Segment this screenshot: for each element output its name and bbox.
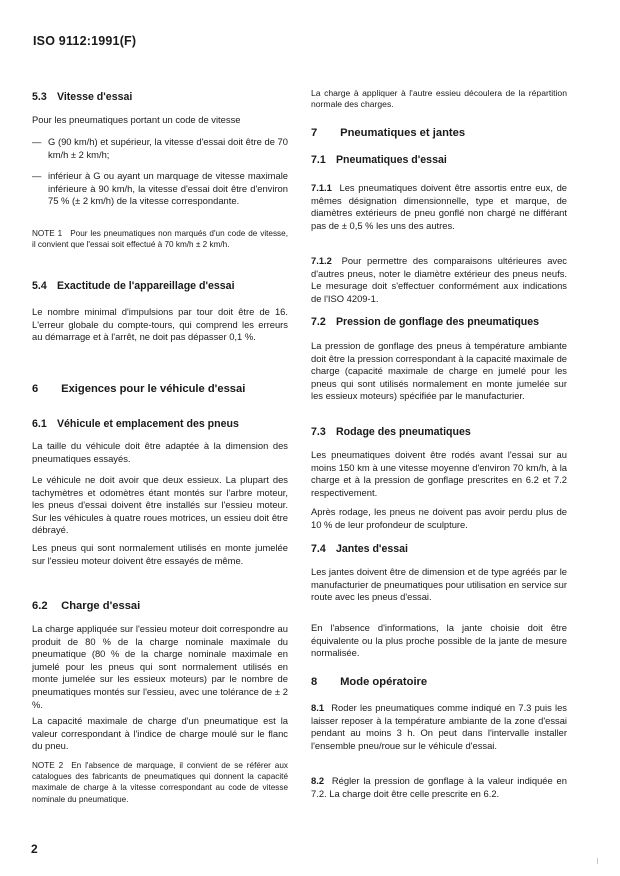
heading-6-1-title: Véhicule et emplacement des pneus bbox=[56, 418, 239, 430]
heading-6-2 bbox=[32, 599, 288, 613]
heading-5-3-title: Vitesse d'essai bbox=[56, 91, 133, 103]
heading-7-1-title: Pneumatiques d'essai bbox=[335, 154, 447, 166]
note-1-text: Pour les pneumatiques non marqués d'un code de vitesse, il convient que l'essai soit effectué à 70 km/h ± 2 km/h. bbox=[32, 229, 288, 250]
heading-7-4-title: Jantes d'essai bbox=[335, 543, 408, 555]
s6-1-p3: Les pneus qui sont normalement utilisés en monte jumelée sur l'essieu moteur doivent être essayés de même. bbox=[32, 542, 288, 566]
s7-3-p2: Après rodage, les pneus ne doivent pas avoir perdu plus de 10 % de leur profondeur de sculpture. bbox=[311, 506, 567, 530]
p-7-1-1-text: Les pneumatiques doivent être assortis entre eux, de mêmes désignation dimensionnelle, type et marque, de diamètres extérieurs de pneu gonflé non chargé ne différant pas de ± 0,5 % les uns des autres. bbox=[311, 182, 567, 231]
heading-8 bbox=[311, 675, 567, 689]
p-8-1-text: Roder les pneumatiques comme indiqué en 7.3 puis les laisser reposer à la température ambiante de la zone d'essai pendant au moins 3 h. On peut dans l'intervalle installer l'ensemble pneu/roue sur le véhicule d'essai. bbox=[311, 702, 567, 751]
s5-3-item-2: — inférieur à G ou ayant un marquage de vitesse maximale inférieure à 90 km/h, la vitesse d'essai doit être d'environ 75 % (± 2 km/h) de la vitesse correspondante. bbox=[32, 170, 288, 207]
s7-2-text: La pression de gonflage des pneus à température ambiante doit être la pression correspondant à la capacité maximale de charge (capacité maximale de charge en jumelé pour les pneus qui sont utilisés normalement en monte jumelée sur les essieux moteurs) spécifiée par le manufacturier. bbox=[311, 340, 567, 402]
heading-7-2-title: Pression de gonflage des pneumatiques bbox=[335, 316, 540, 328]
heading-6-2-title: Charge d'essai bbox=[61, 600, 141, 612]
note-2-text: En l'absence de marquage, il convient de se référer aux catalogues des fabricants de pneumatiques qui donnent la capacité maximale de charge à la vitesse correspondant au code de vitesse nominale du pneumatique. bbox=[32, 761, 288, 804]
heading-5-4-title: Exactitude de l'appareillage d'essai bbox=[56, 280, 235, 292]
scan-mark bbox=[597, 858, 598, 864]
heading-7 bbox=[311, 126, 567, 140]
heading-7-3-number: 7.3 bbox=[311, 426, 326, 438]
heading-7-number: 7 bbox=[311, 127, 318, 139]
heading-7-2-number: 7.2 bbox=[311, 316, 326, 328]
s5-3-intro: Pour les pneumatiques portant un code de vitesse bbox=[32, 114, 241, 125]
heading-5-4 bbox=[32, 280, 288, 293]
heading-6-1-number: 6.1 bbox=[32, 418, 47, 430]
heading-7-1 bbox=[311, 154, 567, 167]
heading-6-number: 6 bbox=[32, 383, 39, 395]
heading-8-title: Mode opératoire bbox=[340, 676, 428, 688]
s7-3-p1: Les pneumatiques doivent être rodés avant l'essai sur au moins 150 km à une vitesse moyenne d'environ 70 km/h, à la charge et à la pression de gonflage prescrites en 6.2 et 7.2 respectivement. bbox=[311, 449, 567, 498]
p-7-1-1-number: 7.1.1 bbox=[311, 182, 332, 193]
right-intro: La charge à appliquer à l'autre essieu découlera de la répartition normale des charges. bbox=[311, 88, 567, 110]
heading-6-2-number: 6.2 bbox=[32, 600, 48, 612]
s5-3-item-2-text: inférieur à G ou ayant un marquage de vitesse maximale inférieure à 90 km/h, la vitesse d'essai doit être d'environ 75 % (± 2 km/h) de la vitesse correspondante. bbox=[48, 170, 288, 207]
s6-2-p1: La charge appliquée sur l'essieu moteur doit correspondre au produit de 80 % de la charge nominale maximale du pneumatique (80 % de la charge nominale maximale en jumelé pour les pneus qui sont normalement utilisés en monte jumelée sur les essieux moteurs) par le nombre de pneumatiques montés sur l'essieu, avec une tolérance de ± 2 %. bbox=[32, 623, 288, 710]
heading-7-4-number: 7.4 bbox=[311, 543, 326, 555]
note-2-label: NOTE 2 bbox=[32, 761, 64, 770]
document-header: ISO 9112:1991(F) bbox=[33, 34, 137, 48]
p-7-1-2-number: 7.1.2 bbox=[311, 255, 332, 266]
heading-5-4-number: 5.4 bbox=[32, 280, 47, 292]
s5-3-item-1-text: G (90 km/h) et supérieur, la vitesse d'essai doit être de 70 km/h ± 2 km/h; bbox=[48, 136, 288, 160]
heading-7-3-title: Rodage des pneumatiques bbox=[335, 426, 471, 438]
note-1-label: NOTE 1 bbox=[32, 229, 63, 238]
s5-4-text: Le nombre minimal d'impulsions par tour doit être de 16. L'erreur globale du compte-tours, qui comprend les erreurs au démarrage et à l'arrêt, ne doit pas dépasser 0,1 %. bbox=[32, 306, 288, 343]
s7-4-p2: En l'absence d'informations, la jante choisie doit être équivalente ou la plus proche possible de la jante de mesure normalisée. bbox=[311, 622, 567, 659]
s6-1-p1: La taille du véhicule doit être adaptée à la dimension des pneumatiques essayés. bbox=[32, 440, 288, 464]
s7-4-p1: Les jantes doivent être de dimension et de type agréés par le manufacturier de pneumatiques pour utilisation en service sur route avec les pneus d'essai. bbox=[311, 566, 567, 603]
note-1 bbox=[32, 228, 288, 250]
heading-5-3 bbox=[32, 91, 288, 104]
heading-6-1 bbox=[32, 418, 288, 431]
heading-6 bbox=[32, 382, 288, 396]
note-2 bbox=[32, 760, 288, 805]
p-7-1-2 bbox=[311, 255, 567, 305]
heading-7-3 bbox=[311, 426, 567, 439]
p-8-1-number: 8.1 bbox=[311, 702, 325, 713]
heading-7-1-number: 7.1 bbox=[311, 154, 326, 166]
p-7-1-2-text: Pour permettre des comparaisons ultérieures avec d'autres pneus, noter le diamètre extérieur des pneus neufs. Le mesurage doit s'effectuer conformément aux indications de l'ISO 4209-1. bbox=[311, 255, 567, 304]
p-8-2-number: 8.2 bbox=[311, 775, 325, 786]
page-number: 2 bbox=[31, 842, 38, 856]
s6-2-p2: La capacité maximale de charge d'un pneumatique est la valeur correspondant à l'indice de charge moulé sur le flanc du pneu. bbox=[32, 715, 288, 752]
heading-6-title: Exigences pour le véhicule d'essai bbox=[61, 383, 246, 395]
p-7-1-1 bbox=[311, 182, 567, 232]
s6-1-p2: Le véhicule ne doit avoir que deux essieux. La plupart des tachymètres et odomètres étant montés sur l'arbre moteur, les pneus d'essai doivent être installés sur l'essieu moteur. Sur les véhicules à quatre roues motrices, un essieu doit être débrayé. bbox=[32, 474, 288, 536]
heading-5-3-number: 5.3 bbox=[32, 91, 47, 103]
heading-7-4 bbox=[311, 543, 567, 556]
s5-3-item-1: — G (90 km/h) et supérieur, la vitesse d'essai doit être de 70 km/h ± 2 km/h; bbox=[32, 136, 288, 160]
heading-8-number: 8 bbox=[311, 676, 318, 688]
p-8-1 bbox=[311, 702, 567, 752]
heading-7-2 bbox=[311, 316, 567, 329]
p-8-2 bbox=[311, 775, 567, 800]
heading-7-title: Pneumatiques et jantes bbox=[340, 127, 466, 139]
p-8-2-text: Régler la pression de gonflage à la valeur indiquée en 7.2. La charge doit être celle prescrite en 6.2. bbox=[311, 775, 567, 799]
